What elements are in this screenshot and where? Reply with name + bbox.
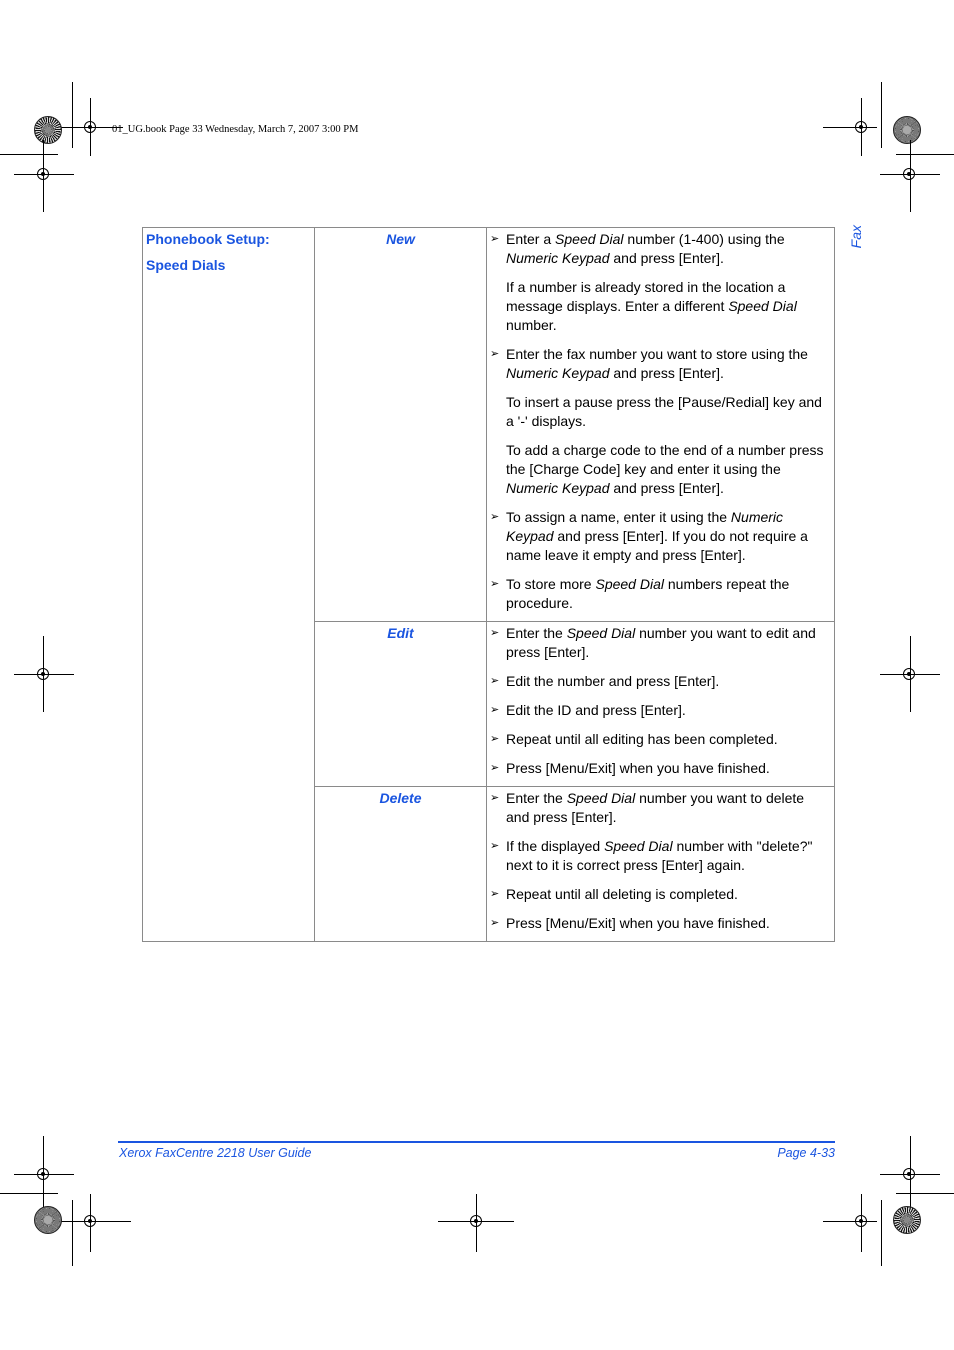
- registration-mark: [37, 168, 49, 180]
- registration-mark: [37, 668, 49, 680]
- list-item: ➢ Edit the ID and press [Enter].: [490, 702, 686, 718]
- procedure-table: [142, 227, 835, 942]
- option-title-edit: Edit: [315, 622, 487, 787]
- step-note: To insert a pause press the [Pause/Redial] key and a '-' displays.: [506, 394, 822, 429]
- list-item: ➢ Repeat until all editing has been completed.: [490, 731, 778, 747]
- registration-mark: [37, 1168, 49, 1180]
- bullet-arrow-icon: ➢: [490, 348, 500, 360]
- crop-line: [823, 1221, 877, 1222]
- bullet-arrow-icon: ➢: [490, 511, 500, 523]
- bullet-arrow-icon: ➢: [490, 578, 500, 590]
- bullet-arrow-icon: ➢: [490, 704, 500, 716]
- registration-mark: [855, 1215, 867, 1227]
- footer-page-number: Page 4-33: [777, 1146, 835, 1160]
- crop-line: [72, 82, 73, 148]
- bullet-arrow-icon: ➢: [490, 840, 500, 852]
- crop-line: [823, 127, 877, 128]
- bullet-arrow-icon: ➢: [490, 762, 500, 774]
- crop-line: [881, 82, 882, 148]
- registration-mark: [855, 121, 867, 133]
- bullet-arrow-icon: ➢: [490, 792, 500, 804]
- list-item: ➢ To store more Speed Dial numbers repeat the procedure.: [490, 576, 790, 611]
- registration-mark: [470, 1215, 482, 1227]
- list-item: ➢ Enter the fax number you want to store using the Numeric Keypad and press [Enter].: [490, 346, 808, 381]
- crop-line: [72, 1200, 73, 1266]
- registration-mark: [903, 168, 915, 180]
- list-item: ➢ Enter the Speed Dial number you want to edit and press [Enter].: [490, 625, 816, 660]
- crop-line: [881, 1200, 882, 1266]
- list-item: ➢ Enter the Speed Dial number you want to delete and press [Enter].: [490, 790, 805, 825]
- list-item: ➢ To assign a name, enter it using the Numeric Keypad and press [Enter]. If you do not require a name leave it empty and press [Enter].: [490, 509, 808, 563]
- bullet-arrow-icon: ➢: [490, 675, 500, 687]
- crop-line: [0, 1193, 58, 1194]
- footer-rule: [118, 1141, 835, 1143]
- registration-target-icon: [893, 1206, 921, 1234]
- option-title-new: New: [315, 228, 487, 622]
- bullet-arrow-icon: ➢: [490, 888, 500, 900]
- registration-target-icon: [34, 116, 62, 144]
- registration-target-icon: [34, 1206, 62, 1234]
- registration-mark: [903, 1168, 915, 1180]
- procedure-subheading: Speed Dials: [146, 257, 226, 273]
- registration-mark: [84, 121, 96, 133]
- section-tab-label: Fax: [848, 225, 864, 249]
- table-row: [143, 228, 835, 622]
- list-item: ➢ Repeat until all deleting is completed.: [490, 886, 738, 902]
- option-title-delete: Delete: [315, 787, 487, 942]
- registration-target-icon: [893, 116, 921, 144]
- list-item: ➢ Edit the number and press [Enter].: [490, 673, 720, 689]
- crop-line: [896, 154, 954, 155]
- bullet-arrow-icon: ➢: [490, 733, 500, 745]
- registration-mark: [84, 1215, 96, 1227]
- list-item: ➢ Enter a Speed Dial number (1-400) using the Numeric Keypad and press [Enter].: [490, 231, 785, 266]
- step-note: If a number is already stored in the location a message displays. Enter a different Speed Dial number.: [506, 279, 797, 333]
- steps-cell-delete: [487, 787, 835, 942]
- footer-guide-title: Xerox FaxCentre 2218 User Guide: [119, 1146, 312, 1160]
- bullet-arrow-icon: ➢: [490, 627, 500, 639]
- steps-cell-new: [487, 228, 835, 622]
- crop-line: [896, 1193, 954, 1194]
- procedure-heading-cell: [143, 228, 315, 942]
- steps-cell-edit: [487, 622, 835, 787]
- bullet-arrow-icon: ➢: [490, 233, 500, 245]
- step-note: To add a charge code to the end of a number press the [Charge Code] key and enter it using the Numeric Keypad and press [Enter].: [506, 442, 824, 496]
- list-item: ➢ Press [Menu/Exit] when you have finished.: [490, 760, 770, 776]
- list-item: ➢ If the displayed Speed Dial number with "delete?" next to it is correct press [Enter] again.: [490, 838, 813, 873]
- procedure-heading: Phonebook Setup:: [146, 231, 270, 247]
- print-slug-line: 01_UG.book Page 33 Wednesday, March 7, 2007 3:00 PM: [112, 124, 359, 135]
- crop-line: [0, 154, 58, 155]
- registration-mark: [903, 668, 915, 680]
- bullet-arrow-icon: ➢: [490, 917, 500, 929]
- list-item: ➢ Press [Menu/Exit] when you have finished.: [490, 915, 770, 931]
